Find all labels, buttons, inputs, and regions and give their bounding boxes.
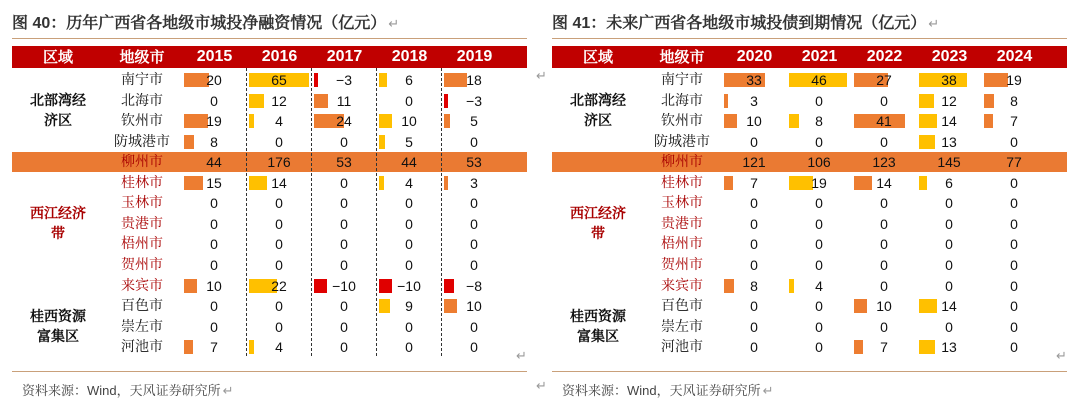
data-label: 0 bbox=[210, 298, 218, 315]
data-label: 0 bbox=[405, 215, 413, 232]
data-label: 12 bbox=[941, 92, 957, 109]
top-rule bbox=[12, 38, 527, 39]
data-label: 0 bbox=[340, 256, 348, 273]
region-label-line: 北部湾经 bbox=[30, 93, 86, 110]
data-label: 0 bbox=[880, 318, 888, 335]
data-label: 0 bbox=[945, 195, 953, 212]
data-label: 4 bbox=[275, 339, 283, 356]
right-panel bbox=[536, 0, 1072, 411]
data-label: 0 bbox=[880, 133, 888, 150]
header-year: 2019 bbox=[456, 48, 493, 65]
region-label-line: 富集区 bbox=[37, 328, 79, 345]
data-label: 0 bbox=[815, 256, 823, 273]
city-label: 百色市 bbox=[121, 298, 163, 315]
data-label: 46 bbox=[811, 72, 827, 88]
data-label: 53 bbox=[336, 154, 352, 171]
header-year: 2016 bbox=[261, 48, 298, 65]
city-label: 崇左市 bbox=[661, 318, 703, 335]
data-label: 10 bbox=[401, 113, 417, 130]
return-mark: ↵ bbox=[516, 348, 527, 363]
region-label bbox=[14, 204, 102, 244]
data-label: 14 bbox=[941, 113, 957, 130]
region-label bbox=[554, 204, 642, 244]
return-mark: ↵ bbox=[762, 383, 774, 398]
data-label: 0 bbox=[1010, 277, 1018, 294]
data-label: 10 bbox=[876, 298, 892, 315]
data-label: 10 bbox=[466, 298, 482, 315]
data-label: 44 bbox=[401, 154, 417, 171]
data-label: 0 bbox=[275, 318, 283, 335]
data-label: 8 bbox=[815, 113, 823, 130]
data-label: 19 bbox=[811, 174, 827, 191]
bottom-rule bbox=[12, 371, 527, 372]
city-label: 贺州市 bbox=[661, 256, 703, 273]
data-label: 0 bbox=[275, 236, 283, 253]
data-label: 4 bbox=[815, 277, 823, 294]
data-label: 0 bbox=[1010, 133, 1018, 150]
data-label: 0 bbox=[1010, 256, 1018, 273]
data-label: 0 bbox=[815, 236, 823, 253]
city-label: 桂林市 bbox=[661, 174, 703, 191]
data-label: 123 bbox=[872, 154, 896, 171]
region-label bbox=[14, 91, 102, 131]
region-label-line: 桂西资源 bbox=[570, 308, 626, 325]
data-label: 0 bbox=[1010, 215, 1018, 232]
data-label: 14 bbox=[876, 174, 892, 191]
city-label: 柳州市 bbox=[121, 154, 163, 171]
data-label: 0 bbox=[750, 318, 758, 335]
data-label: 0 bbox=[880, 236, 888, 253]
data-label: 0 bbox=[275, 298, 283, 315]
data-label: 5 bbox=[470, 113, 478, 130]
data-label: 0 bbox=[470, 318, 478, 335]
data-label: 9 bbox=[405, 298, 413, 315]
data-label: 0 bbox=[340, 236, 348, 253]
data-label: 0 bbox=[815, 318, 823, 335]
source-note: 资料来源：Wind，天风证券研究所 ↵ bbox=[562, 383, 774, 398]
data-label: 0 bbox=[470, 256, 478, 273]
city-label: 玉林市 bbox=[121, 195, 163, 212]
data-label: 24 bbox=[336, 113, 352, 130]
region-label bbox=[554, 307, 642, 347]
header-year: 2020 bbox=[736, 48, 773, 65]
left-panel bbox=[12, 0, 532, 411]
data-label: 0 bbox=[945, 318, 953, 335]
data-label: 0 bbox=[340, 215, 348, 232]
data-label: 0 bbox=[470, 339, 478, 356]
header-year: 2021 bbox=[801, 48, 838, 65]
city-label: 来宾市 bbox=[121, 277, 163, 294]
data-label: 14 bbox=[941, 298, 957, 315]
data-label: 0 bbox=[1010, 174, 1018, 191]
data-label: 0 bbox=[750, 339, 758, 356]
data-label: 6 bbox=[405, 72, 413, 88]
city-label: 崇左市 bbox=[121, 318, 163, 335]
data-label: 13 bbox=[941, 133, 957, 150]
data-label: 0 bbox=[405, 92, 413, 109]
return-mark: ↵ bbox=[536, 378, 547, 393]
data-label: 20 bbox=[206, 72, 222, 88]
data-label: 18 bbox=[466, 72, 482, 88]
data-label: 0 bbox=[340, 133, 348, 150]
data-label: 0 bbox=[750, 133, 758, 150]
data-label: 0 bbox=[210, 215, 218, 232]
header-city: 地级市 bbox=[659, 48, 705, 66]
city-label: 防城港市 bbox=[654, 133, 710, 150]
data-label: 12 bbox=[271, 92, 287, 109]
data-label: 0 bbox=[210, 92, 218, 109]
data-label: 3 bbox=[750, 92, 758, 109]
city-label: 贵港市 bbox=[661, 215, 703, 232]
data-label: 4 bbox=[405, 174, 413, 191]
data-label: 8 bbox=[1010, 92, 1018, 109]
data-label: 0 bbox=[405, 256, 413, 273]
region-label bbox=[554, 91, 642, 131]
city-label: 河池市 bbox=[661, 339, 703, 356]
data-label: 0 bbox=[340, 195, 348, 212]
column-divider bbox=[376, 68, 377, 356]
source-note: 资料来源：Wind，天风证券研究所 ↵ bbox=[22, 383, 234, 398]
data-label: 0 bbox=[340, 318, 348, 335]
table-header bbox=[552, 46, 1067, 68]
data-label: 0 bbox=[470, 133, 478, 150]
column-divider bbox=[246, 68, 247, 356]
return-mark: ↵ bbox=[1056, 348, 1067, 363]
data-label: 7 bbox=[210, 339, 218, 356]
data-label: 0 bbox=[1010, 195, 1018, 212]
city-label: 来宾市 bbox=[661, 277, 703, 294]
data-label: 0 bbox=[880, 215, 888, 232]
city-label: 贵港市 bbox=[121, 215, 163, 232]
data-label: 33 bbox=[746, 72, 762, 88]
city-label: 桂林市 bbox=[121, 174, 163, 191]
data-label: 0 bbox=[750, 215, 758, 232]
data-label: 0 bbox=[945, 215, 953, 232]
data-label: 0 bbox=[340, 339, 348, 356]
bottom-rule bbox=[552, 371, 1067, 372]
region-label bbox=[14, 307, 102, 347]
data-label: 10 bbox=[206, 277, 222, 294]
city-label: 梧州市 bbox=[661, 236, 703, 253]
data-label: −10 bbox=[397, 277, 421, 294]
city-label: 南宁市 bbox=[121, 72, 163, 88]
region-label-line: 带 bbox=[51, 226, 65, 243]
city-label: 南宁市 bbox=[661, 72, 703, 88]
header-region: 区域 bbox=[42, 48, 73, 66]
data-label: 65 bbox=[271, 72, 287, 88]
data-label: 4 bbox=[275, 113, 283, 130]
data-label: 0 bbox=[275, 195, 283, 212]
header-region: 区域 bbox=[582, 48, 613, 66]
data-label: 7 bbox=[880, 339, 888, 356]
data-label: 0 bbox=[750, 195, 758, 212]
header-year: 2024 bbox=[996, 48, 1033, 65]
region-label-line: 济区 bbox=[44, 113, 72, 130]
data-label: 19 bbox=[1006, 72, 1022, 88]
top-rule bbox=[552, 38, 1067, 39]
data-label: 0 bbox=[470, 215, 478, 232]
data-label: 7 bbox=[1010, 113, 1018, 130]
data-label: 27 bbox=[876, 72, 892, 88]
data-label: 7 bbox=[750, 174, 758, 191]
data-label: −3 bbox=[466, 92, 482, 109]
region-label-line: 西江经济 bbox=[30, 206, 86, 223]
data-label: 0 bbox=[405, 236, 413, 253]
data-label: 0 bbox=[210, 256, 218, 273]
city-label: 梧州市 bbox=[121, 236, 163, 253]
data-label: 0 bbox=[945, 277, 953, 294]
data-label: 0 bbox=[340, 174, 348, 191]
data-label: 0 bbox=[210, 195, 218, 212]
data-label: 22 bbox=[271, 277, 287, 294]
column-divider bbox=[441, 68, 442, 356]
data-label: 0 bbox=[750, 298, 758, 315]
city-label: 百色市 bbox=[661, 298, 703, 315]
data-label: 0 bbox=[815, 92, 823, 109]
city-label: 钦州市 bbox=[661, 113, 703, 130]
data-label: 0 bbox=[880, 256, 888, 273]
figure-title: 图 41：未来广西省各地级市城投债到期情况（亿元） ↵ bbox=[552, 15, 940, 32]
data-label: 14 bbox=[271, 174, 287, 191]
data-label: 3 bbox=[470, 174, 478, 191]
data-label: 0 bbox=[945, 236, 953, 253]
data-label: 0 bbox=[210, 318, 218, 335]
header-city: 地级市 bbox=[119, 48, 165, 66]
data-label: 0 bbox=[945, 256, 953, 273]
data-label: 145 bbox=[937, 154, 961, 171]
region-label-line: 西江经济 bbox=[570, 206, 626, 223]
data-label: −8 bbox=[466, 277, 482, 294]
data-label: 0 bbox=[880, 92, 888, 109]
data-label: 0 bbox=[340, 298, 348, 315]
city-label: 钦州市 bbox=[121, 113, 163, 130]
data-label: 44 bbox=[206, 154, 222, 171]
city-label: 柳州市 bbox=[661, 154, 703, 171]
data-label: 0 bbox=[470, 236, 478, 253]
data-label: 0 bbox=[880, 195, 888, 212]
data-label: 10 bbox=[746, 113, 762, 130]
return-mark: ↵ bbox=[536, 68, 547, 83]
data-label: 0 bbox=[815, 133, 823, 150]
data-label: 8 bbox=[210, 133, 218, 150]
city-label: 玉林市 bbox=[661, 195, 703, 212]
data-label: 15 bbox=[206, 174, 222, 191]
data-label: 0 bbox=[405, 195, 413, 212]
data-label: 5 bbox=[405, 133, 413, 150]
data-label: 0 bbox=[750, 256, 758, 273]
data-label: 0 bbox=[750, 236, 758, 253]
data-label: −10 bbox=[332, 277, 356, 294]
data-label: 0 bbox=[1010, 339, 1018, 356]
column-divider bbox=[311, 68, 312, 356]
region-label-line: 北部湾经 bbox=[570, 93, 626, 110]
data-label: 11 bbox=[336, 92, 352, 109]
data-label: 0 bbox=[210, 236, 218, 253]
data-label: 0 bbox=[405, 318, 413, 335]
data-label: 121 bbox=[742, 154, 766, 171]
data-label: 19 bbox=[206, 113, 222, 130]
data-label: 0 bbox=[275, 215, 283, 232]
data-label: −3 bbox=[336, 72, 352, 88]
data-label: 77 bbox=[1006, 154, 1022, 171]
city-label: 北海市 bbox=[661, 92, 703, 109]
data-label: 38 bbox=[941, 72, 957, 88]
header-year: 2017 bbox=[326, 48, 363, 65]
data-label: 0 bbox=[275, 256, 283, 273]
data-label: 53 bbox=[466, 154, 482, 171]
region-label-line: 带 bbox=[591, 226, 605, 243]
data-label: 0 bbox=[1010, 298, 1018, 315]
figure-title: 图 40：历年广西省各地级市城投净融资情况（亿元） ↵ bbox=[12, 15, 400, 32]
city-label: 北海市 bbox=[121, 92, 163, 109]
return-mark: ↵ bbox=[928, 16, 940, 31]
data-label: 0 bbox=[815, 195, 823, 212]
data-label: 0 bbox=[815, 298, 823, 315]
header-year: 2018 bbox=[391, 48, 428, 65]
region-label-line: 桂西资源 bbox=[30, 308, 86, 325]
data-label: 0 bbox=[470, 195, 478, 212]
city-label: 河池市 bbox=[121, 339, 163, 356]
data-label: 8 bbox=[750, 277, 758, 294]
data-label: 0 bbox=[815, 215, 823, 232]
city-label: 防城港市 bbox=[114, 133, 170, 150]
region-label-line: 济区 bbox=[584, 113, 612, 130]
city-label: 贺州市 bbox=[121, 256, 163, 273]
data-label: 0 bbox=[1010, 318, 1018, 335]
data-label: 176 bbox=[267, 154, 291, 171]
header-year: 2023 bbox=[931, 48, 968, 65]
return-mark: ↵ bbox=[388, 16, 400, 31]
header-year: 2015 bbox=[196, 48, 233, 65]
region-label-line: 富集区 bbox=[577, 328, 619, 345]
data-label: 0 bbox=[880, 277, 888, 294]
data-label: 41 bbox=[876, 113, 892, 130]
data-label: 6 bbox=[945, 174, 953, 191]
data-label: 0 bbox=[1010, 236, 1018, 253]
table-header bbox=[12, 46, 527, 68]
data-label: 106 bbox=[807, 154, 831, 171]
data-label: 0 bbox=[405, 339, 413, 356]
header-year: 2022 bbox=[866, 48, 903, 65]
data-label: 13 bbox=[941, 339, 957, 356]
return-mark: ↵ bbox=[222, 383, 234, 398]
data-label: 0 bbox=[275, 133, 283, 150]
data-label: 0 bbox=[815, 339, 823, 356]
